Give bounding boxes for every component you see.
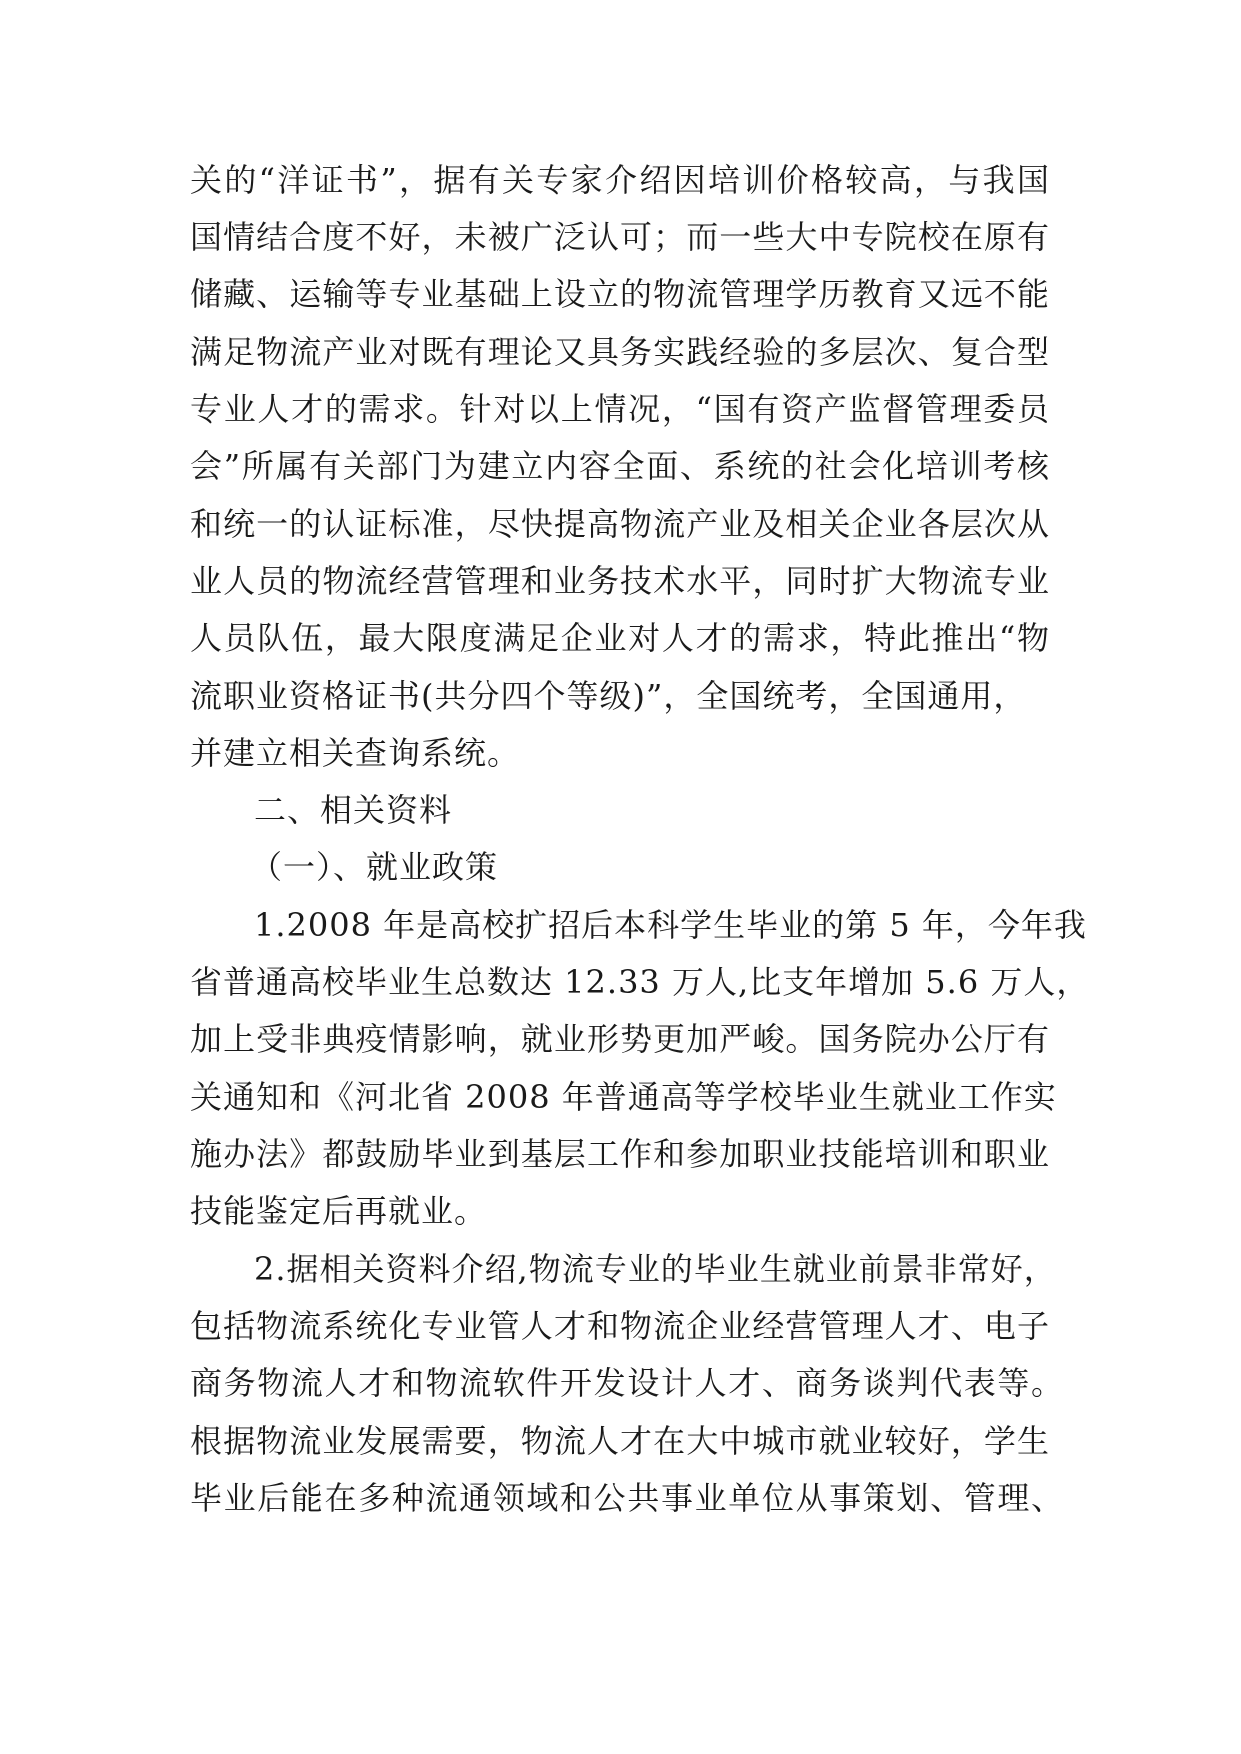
text-line: 专业人才的需求。针对以上情况，“国有资产监督管理委员: [190, 390, 1050, 428]
text-line: 业人员的物流经营管理和业务技术水平，同时扩大物流专业: [190, 562, 1050, 600]
text-line: 1.2008 年是高校扩招后本科学生毕业的第 5 年，今年我: [254, 906, 1087, 944]
text-line: 国情结合度不好，未被广泛认可；而一些大中专院校在原有: [190, 218, 1050, 256]
text-line: 并建立相关查询系统。: [190, 734, 521, 772]
text-line: 根据物流业发展需要，物流人才在大中城市就业较好，学生: [190, 1422, 1050, 1460]
text-line: 商务物流人才和物流软件开发设计人才、商务谈判代表等。: [190, 1364, 1064, 1402]
subsection-heading: （一）、就业政策: [250, 848, 499, 886]
section-heading: 二、相关资料: [254, 791, 453, 829]
text-line: 会”所属有关部门为建立内容全面、系统的社会化培训考核: [190, 447, 1050, 485]
text-line: 施办法》都鼓励毕业到基层工作和参加职业技能培训和职业: [190, 1135, 1050, 1173]
text-line: 关的“洋证书”，据有关专家介绍因培训价格较高，与我国: [190, 161, 1050, 199]
text-line: 加上受非典疫情影响，就业形势更加严峻。国务院办公厅有: [190, 1020, 1050, 1058]
text-line: 人员队伍，最大限度满足企业对人才的需求，特此推出“物: [190, 619, 1050, 657]
text-line: 省普通高校毕业生总数达 12.33 万人,比支年增加 5.6 万人，: [190, 963, 1090, 1001]
text-line: 满足物流产业对既有理论又具务实践经验的多层次、复合型: [190, 333, 1050, 371]
text-line: 2.据相关资料介绍,物流专业的毕业生就业前景非常好，: [254, 1250, 1057, 1288]
text-line: 和统一的认证标准，尽快提高物流产业及相关企业各层次从: [190, 505, 1050, 543]
text-line: 关通知和《河北省 2008 年普通高等学校毕业生就业工作实: [190, 1078, 1057, 1116]
text-line: 流职业资格证书(共分四个等级)”，全国统考，全国通用，: [190, 677, 1027, 715]
text-line: 技能鉴定后再就业。: [190, 1192, 488, 1230]
text-line: 包括物流系统化专业管人才和物流企业经营管理人才、电子: [190, 1307, 1050, 1345]
text-line: 毕业后能在多种流通领域和公共事业单位从事策划、管理、: [190, 1479, 1064, 1517]
text-line: 储藏、运输等专业基础上设立的物流管理学历教育又远不能: [190, 275, 1050, 313]
